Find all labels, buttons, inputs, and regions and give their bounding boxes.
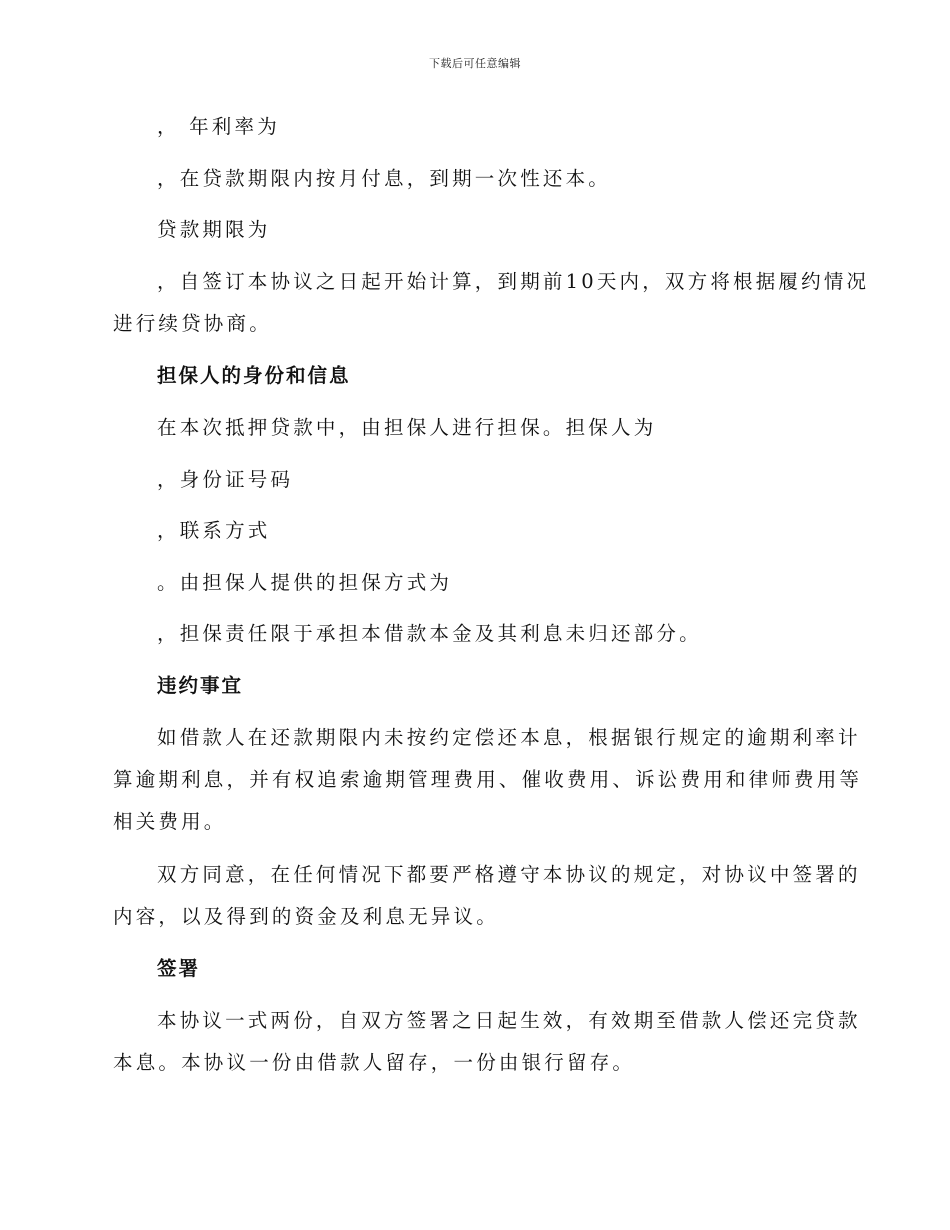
paragraph-default-terms [157, 718, 861, 758]
paragraph-line: 。由担保人提供的担保方式为 [157, 571, 453, 594]
paragraph-repayment [157, 159, 611, 199]
paragraph-line: 双方同意，在任何情况下都要严格遵守本协议的规定，对协议中签署的 [157, 863, 861, 886]
paragraph-line: ，担保责任限于承担本借款本金及其利息未归还部分。 [157, 622, 702, 645]
paragraph-line: ，联系方式 [157, 519, 271, 542]
paragraph-term-start-cont [113, 304, 272, 344]
paragraph-line: 内容，以及得到的资金及利息无异议。 [113, 905, 499, 928]
paragraph-line: 贷款期限为 [157, 218, 271, 241]
paragraph-line: 如借款人在还款期限内未按约定偿还本息，根据银行规定的逾期利率计 [157, 726, 861, 749]
paragraph-signing [157, 1001, 861, 1041]
section-heading-default: 违约事宜 [157, 674, 244, 697]
paragraph-term-start [157, 262, 869, 302]
paragraph-line: ，身份证号码 [157, 468, 294, 491]
paragraph-line: 本协议一式两份，自双方签署之日起生效，有效期至借款人偿还完贷款 [157, 1009, 861, 1032]
paragraph-default-terms-cont2 [113, 802, 227, 842]
paragraph-line: 算逾期利息，并有权追索逾期管理费用、催收费用、诉讼费用和律师费用等 [113, 768, 863, 791]
paragraph-agreement-cont [113, 897, 499, 937]
paragraph-id-number [157, 460, 293, 500]
paragraph-agreement [157, 855, 861, 895]
paragraph-contact [157, 511, 271, 551]
paragraph-signing-cont [113, 1043, 635, 1083]
paragraph-line: ， 年利率为 [157, 115, 280, 138]
paragraph-line: 本息。本协议一份由借款人留存，一份由银行留存。 [113, 1051, 636, 1074]
section-heading-guarantor: 担保人的身份和信息 [157, 364, 351, 387]
paragraph-interest-rate [157, 107, 280, 147]
paragraph-line: 在本次抵押贷款中，由担保人进行担保。担保人为 [157, 416, 657, 439]
paragraph-line: ，自签订本协议之日起开始计算，到期前10天内，双方将根据履约情况 [157, 270, 870, 293]
paragraph-line: 进行续贷协商。 [113, 312, 272, 335]
page-header: 下载后可任意编辑 [429, 57, 521, 70]
section-heading-signing: 签署 [157, 957, 201, 980]
paragraph-guarantee-method [157, 563, 452, 603]
paragraph-line: ，在贷款期限内按月付息，到期一次性还本。 [157, 167, 612, 190]
paragraph-guarantee-scope [157, 614, 702, 654]
paragraph-line: 相关费用。 [113, 810, 227, 833]
paragraph-default-terms-cont [113, 760, 862, 800]
paragraph-guarantor-intro [157, 408, 656, 448]
paragraph-loan-term [157, 210, 271, 250]
